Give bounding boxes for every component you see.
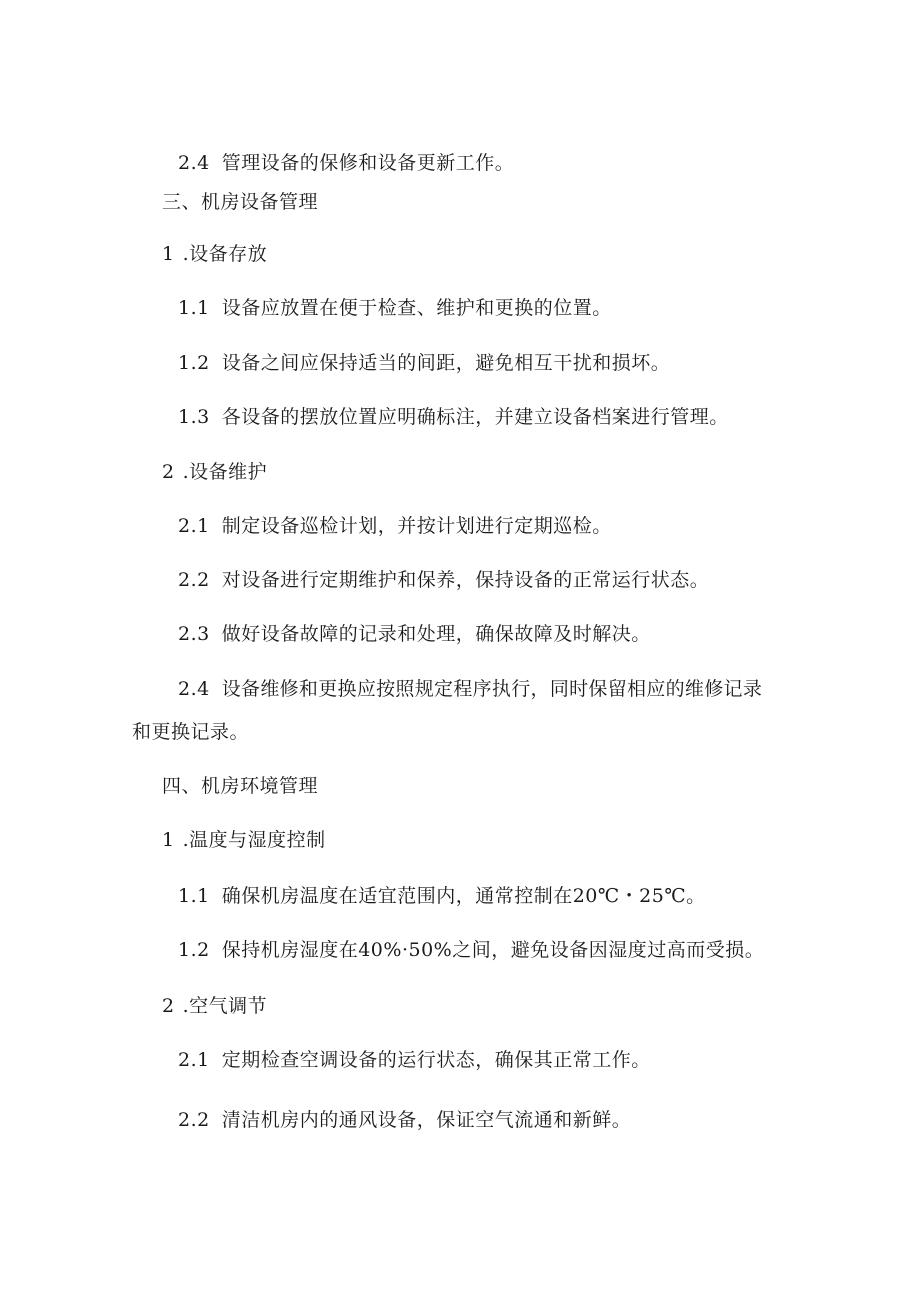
item-number: 2.4 [178, 152, 210, 174]
item-text: 清洁机房内的通风设备，保证空气流通和新鲜。 [221, 1109, 632, 1131]
paragraph-air-2-2 [178, 1108, 631, 1132]
item-number: 1.2 [178, 939, 210, 961]
paragraph-2-3 [178, 622, 651, 646]
item-text: 定期检查空调设备的运行状态，确保其正常工作。 [221, 1049, 651, 1071]
item-text: 确保机房温度在适宜范围内，通常控制在20℃・25℃。 [221, 885, 706, 907]
item-number: 1.3 [178, 406, 210, 428]
item-text: 管理设备的保修和设备更新工作。 [221, 152, 515, 174]
item-text: .空气调节 [182, 995, 268, 1017]
paragraph-2-4-line-2 [132, 720, 249, 744]
paragraph-1-3 [178, 405, 729, 429]
subsection-heading-air [162, 994, 267, 1018]
item-text: 对设备进行定期维护和保养，保持设备的正常运行状态。 [221, 569, 710, 591]
paragraph-1-2 [178, 351, 670, 375]
item-number: 2.1 [178, 1049, 210, 1071]
section-title: 三、机房设备管理 [162, 191, 319, 213]
item-text: 和更换记录。 [132, 721, 250, 743]
item-text: 设备维修和更换应按照规定程序执行，同时保留相应的维修记录 [221, 678, 763, 700]
item-number: 2.3 [178, 623, 210, 645]
section-heading-4 [162, 774, 318, 798]
item-text: 制定设备巡检计划，并按计划进行定期巡检。 [221, 515, 612, 537]
item-number: 2.2 [178, 569, 210, 591]
item-text: 各设备的摆放位置应明确标注，并建立设备档案进行管理。 [221, 406, 729, 428]
item-text: 设备应放置在便于检查、维护和更换的位置。 [221, 297, 612, 319]
item-text: .设备存放 [182, 243, 268, 265]
section-heading-3 [162, 190, 318, 214]
item-text: .温度与湿度控制 [182, 829, 326, 851]
subsection-heading-maintenance [162, 460, 267, 484]
item-text: 设备之间应保持适当的间距，避免相互干扰和损坏。 [221, 352, 671, 374]
paragraph-air-2-1 [178, 1048, 651, 1072]
item-number: 2.2 [178, 1109, 210, 1131]
subsection-heading-temp-humidity [162, 828, 326, 852]
item-number: 2 [162, 995, 175, 1017]
item-number: 2.4 [178, 678, 210, 700]
paragraph-1-1 [178, 296, 612, 320]
item-number: 2 [162, 461, 175, 483]
item-text: 保持机房湿度在40%·50%之间，避免设备因湿度过高而受损。 [221, 939, 765, 961]
section-title: 四、机房环境管理 [162, 775, 319, 797]
item-number: 1.1 [178, 297, 210, 319]
item-number: 1.1 [178, 885, 210, 907]
paragraph-2-4-warranty [178, 151, 514, 175]
item-number: 2.1 [178, 515, 210, 537]
item-number: 1 [162, 829, 175, 851]
paragraph-2-4-line-1 [178, 677, 762, 701]
item-text: 做好设备故障的记录和处理，确保故障及时解决。 [221, 623, 651, 645]
subsection-heading-storage [162, 242, 267, 266]
item-number: 1 [162, 243, 175, 265]
paragraph-humidity-1-2 [178, 938, 764, 962]
paragraph-2-2 [178, 568, 709, 592]
item-number: 1.2 [178, 352, 210, 374]
item-text: .设备维护 [182, 461, 268, 483]
paragraph-2-1 [178, 514, 612, 538]
paragraph-temp-1-1 [178, 884, 706, 908]
